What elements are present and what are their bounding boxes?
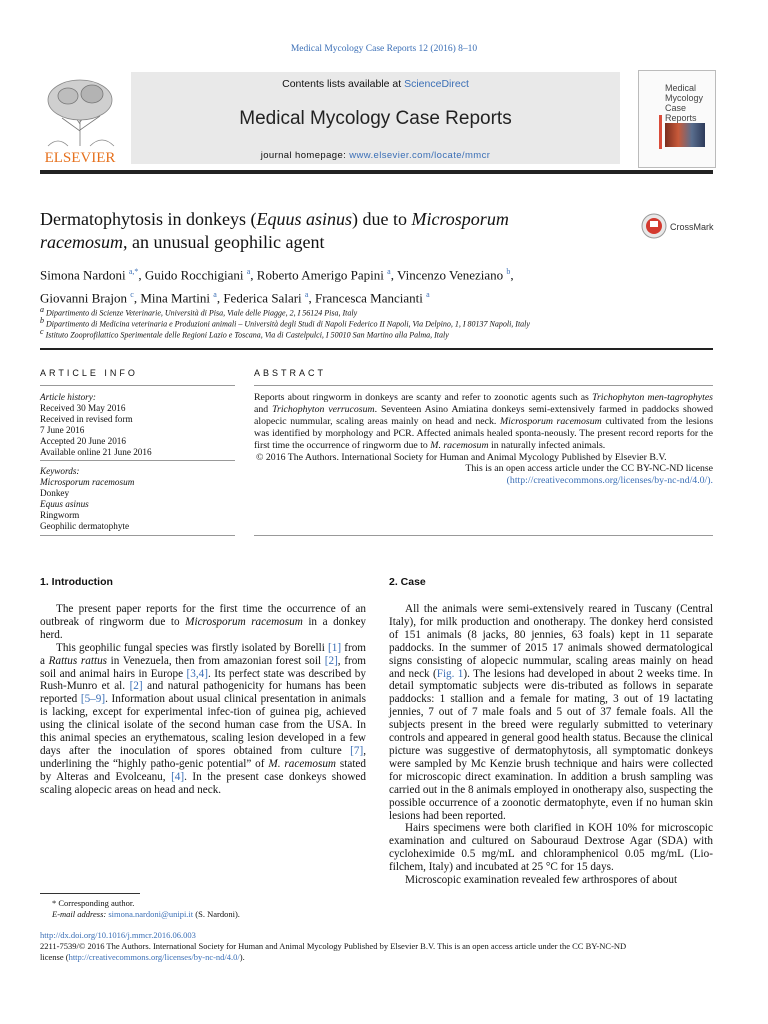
cover-title: Medical Mycology Case Reports: [665, 83, 704, 123]
cover-accent-bar: [659, 115, 662, 149]
case-heading: 2. Case: [389, 576, 426, 588]
reference-link[interactable]: [3,4]: [186, 667, 208, 680]
author: Roberto Amerigo Papini: [256, 267, 384, 283]
elsevier-tree-logo: [38, 76, 122, 164]
author: Guido Rocchigiani: [144, 267, 244, 283]
homepage-link[interactable]: www.elsevier.com/locate/mmcr: [349, 150, 491, 161]
journal-title: Medical Mycology Case Reports: [239, 108, 512, 129]
contents-line: Contents lists available at ScienceDirect: [282, 78, 469, 90]
article-history: Article history: Received 30 May 2016 Received in revised form 7 June 2016 Accepted 20 June 2016 Available online 21 June 2016: [40, 392, 152, 457]
author-list: Simona Nardoni $^{a,*}$, Guido Rocchigiani $^a$, Roberto Amerigo Papini $^a$, Vincenzo Veneziano $^b$, Giovanni Brajon $^c$, Mina Martini $^a$, Federica Salari $^a$, Francesca Mancianti $^a$: [40, 267, 514, 306]
reference-link[interactable]: [2]: [324, 654, 338, 667]
article-title: Dermatophytosis in donkeys (Equus asinus) due to Microsporum racemosum, an unusual geophilic agent: [40, 209, 509, 252]
article-info-heading: ARTICLE INFO: [40, 368, 138, 378]
journal-homepage: journal homepage: www.elsevier.com/locate/mmcr: [260, 150, 491, 161]
running-head[interactable]: Medical Mycology Case Reports 12 (2016) 8–10: [290, 44, 478, 54]
author: Mina Martini: [140, 290, 211, 306]
case-body: All the animals were semi-extensively reared in Tuscany (Central Italy), for milk production and onotherapy. The donkey herd consisted of 151 animals (8 jacks, 80 jennies, 63 foals) kept in 11 separate paddocks. In the summer of 2015 17 animals showed dermatological signs consisting of alopecic nummular, scaling areas mainly on head and neck (Fig. 1). The lesions had developed in about 2 weeks time. In detail symptomatic subjects were dis-tributed as follows in separate paddocks: 1 stallion and a female for mating, 3 out of 19 lactating jennies, 7 out of 7 male foals and 5 out of 37 female foals. All the subjects present in the breed were regularly submitted to veterinary controls and appeared in general good health status. Because the clinical picture was suggestive of dermatophytosis, all symptomatic donkeys were sampled by Mc Kenzie brush technique and hairs were collected for microscopic direct examination. In addition a brush sampling was carried out in the 8 animals employed in onotherapy also, suspecting the possible occurrence of a zoonotic dermatophyte, even if no human skin lesions had been reported. Hairs specimens were both clarified in KOH 10% for microscopic examination and cultured on Sabouraud Dextrose Agar (SDA) with cycloheximide 0.5 mg/mL and chloramphenicol 0.05 mg/mL (Lio-filchem, Italy) and incubated at 25 °C for 15 days. Microscopic examination revealed few arthrospores of about: [389, 603, 714, 887]
divider: [40, 535, 235, 536]
affiliation: $^b$ Dipartimento di Medicina veterinaria e Produzioni animali – Università degli Studi di Napoli Federico II Napoli, Via Delpino, 1, I 80137 Napoli, Italy: [40, 316, 530, 329]
license-link[interactable]: (http://creativecommons.org/licenses/by-nc-nd/4.0/).: [506, 475, 713, 487]
doi-link[interactable]: http://dx.doi.org/10.1016/j.mmcr.2016.06.003: [40, 930, 196, 940]
author: Simona Nardoni: [40, 267, 126, 283]
author: Francesca Mancianti: [314, 290, 423, 306]
introduction-body: The present paper reports for the first time the occurrence of an outbreak of ringworm due to Microsporum racemosum in a donkey herd. This geophilic fungal species was firstly isolated by Borelli [1] from a Rattus rattus in Venezuela, then from amazonian forest soil [2], from soil and animal hairs in Europe [3,4]. Its perfect state was described by Rush-Munro et al. [2] and natural pathogenicity for humans has been reported [5–9]. Information about usual clinical presentation in animals is lacking, except for experimental infec-tion of guinea pig, achieved using the clinical isolate of the second human case from the USA. In this animal species an erythematous, scaling lesion developed in a few days after the inoculation of spores obtained from culture [7], underlining the “highly patho-genic potential” of M. racemosum stated by Alteras and Evolceanu, [4]. In the present case donkeys showed scaling alopecic areas on head and neck.: [40, 603, 367, 796]
divider: [40, 460, 235, 461]
author: Federica Salari: [223, 290, 302, 306]
email-link[interactable]: simona.nardoni@unipi.it: [108, 909, 194, 919]
reference-link[interactable]: [4]: [171, 770, 185, 783]
section-rule: [40, 348, 713, 350]
author: Giovanni Brajon: [40, 290, 128, 306]
author: Vincenzo Veneziano: [396, 267, 504, 283]
crossmark-label: CrossMark: [670, 222, 714, 232]
elsevier-wordmark: ELSEVIER: [44, 150, 116, 164]
affiliation: $^a$ Dipartimento di Scienze Veterinarie, Università di Pisa, Viale delle Piagge, 2, I 56124 Pisa, Italy: [40, 305, 358, 318]
figure-link[interactable]: Fig. 1: [436, 667, 464, 680]
reference-link[interactable]: [7]: [350, 744, 364, 757]
keywords: Keywords: Microsporum racemosum Donkey Equus asinus Ringworm Geophilic dermatophyte: [40, 466, 135, 531]
divider: [254, 385, 713, 386]
footer-license-link[interactable]: http://creativecommons.org/licenses/by-nc-nd/4.0/: [68, 952, 240, 962]
abstract-text: Reports about ringworm in donkeys are scanty and refer to zoonotic agents such as Trichophyton men-tagrophytes and Trichophyton verrucosum. Seventeen Asino Amiatina donkeys semi-extensively farmed in paddocks showed alopecic nummular, scaling areas mainly on head and neck. Microsporum racemosum cultivated from the lesions was identified by morphology and PCR. Affected animals healed sponta-neously. The present record reports for the first time the occurrence of ringworm due to M. racemosum in naturally infected animals. © 2016 The Authors. International Society for Human and Animal Mycology Published by Elsevier B.V. This is an open access article under the CC BY-NC-ND license (http://creativecommons.org/licenses/by-nc-nd/4.0/).: [254, 392, 714, 487]
introduction-heading: 1. Introduction: [40, 576, 113, 588]
corresponding-author-note: * Corresponding author. E-mail address: simona.nardoni@unipi.it (S. Nardoni).: [52, 898, 240, 919]
reference-link[interactable]: [5–9]: [80, 693, 106, 706]
sciencedirect-link[interactable]: ScienceDirect: [404, 78, 469, 90]
doi-and-license-footer: http://dx.doi.org/10.1016/j.mmcr.2016.06.003 2211-7539/© 2016 The Authors. International Society for Human and Animal Mycology Published by Elsevier B.V. This is an open access article under the CC BY-NC-ND license (http://creativecommons.org/licenses/by-nc-nd/4.0/).: [40, 930, 627, 962]
divider: [254, 535, 713, 536]
footnote-rule: [40, 893, 140, 894]
crossmark-badge[interactable]: [641, 212, 715, 240]
reference-link[interactable]: [2]: [129, 680, 143, 693]
divider: [40, 385, 235, 386]
abstract-heading: ABSTRACT: [254, 368, 327, 378]
affiliation: $^c$ Istituto Zooprofilattico Sperimentale delle Regioni Lazio e Toscana, Via di Castelpulci, I 50010 San Martino alla Palma, Italy: [40, 327, 449, 340]
header-rule: [40, 170, 713, 174]
journal-cover-thumbnail: [638, 70, 716, 168]
reference-link[interactable]: [1]: [328, 641, 342, 654]
cover-image: [665, 123, 705, 147]
